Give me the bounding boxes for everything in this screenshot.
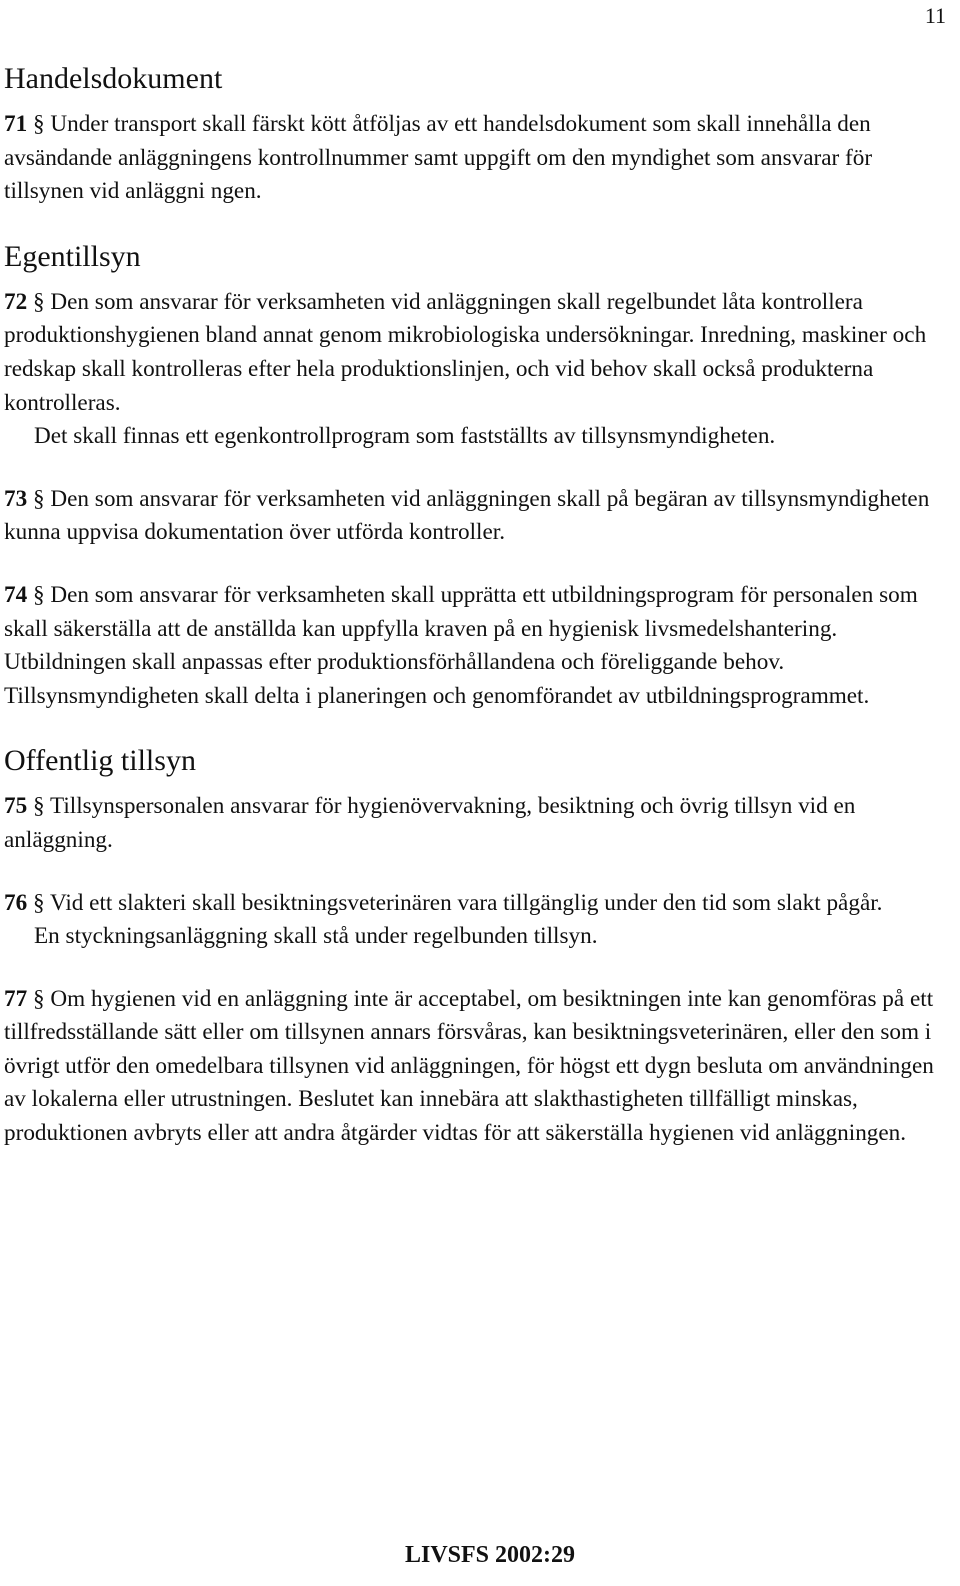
paragraph-77 — [4, 983, 944, 1151]
section-heading-egentillsyn: Egentillsyn — [4, 239, 141, 273]
paragraph-number: 73 — [4, 485, 28, 512]
paragraph-text: Om hygienen vid en anläggning inte är acceptabel, om besiktningen inte kan genomföras på ett tillfredsställande sätt eller om tillsynen annars försvåras, kan besiktningsveterinären, eller den som i övrigt utför den omedelbara tillsynen vid anläggningen, för högst ett dygn besluta om användningen av lokalerna eller utrustningen. Beslutet kan innebära att slakthastigheten tillfälligt minskas, produktionen avbryts eller att andra åtgärder vidtas för att säkerställa hygienen vid anläggningen. — [4, 985, 934, 1147]
paragraph-text: Den som ansvarar för verksamheten skall upprätta ett utbildningsprogram för personalen som skall säkerställa att de anställda kan uppfylla kraven på en hygienisk livsmedelshantering. Utbildningen skall anpassas efter produktionsförhållandena och föreliggande behov. Tillsynsmyndigheten skall delta i planeringen och genomförandet av utbildningsprogrammet. — [4, 581, 918, 709]
paragraph-text: Den som ansvarar för verksamheten vid anläggningen skall på begäran av tillsynsmyndigheten kunna uppvisa dokumentation över utförda kontroller. — [4, 485, 930, 546]
section-sign: § — [32, 581, 45, 608]
paragraph-72 — [4, 286, 944, 454]
paragraph-text: Vid ett slakteri skall besiktningsveterinären vara tillgänglig under den tid som slakt pågår. — [49, 889, 883, 916]
paragraph-continuation: Det skall finnas ett egenkontrollprogram som fastställts av tillsynsmyndigheten. — [34, 423, 776, 450]
paragraph-number: 76 — [4, 889, 28, 916]
paragraph-73 — [4, 483, 944, 550]
paragraph-number: 74 — [4, 581, 28, 608]
paragraph-number: 72 — [4, 288, 28, 315]
paragraph-71 — [4, 108, 944, 209]
section-heading-offentlig-tillsyn: Offentlig tillsyn — [4, 744, 196, 778]
section-sign: § — [32, 485, 45, 512]
paragraph-number: 71 — [4, 111, 28, 137]
page-number: 11 — [924, 3, 946, 28]
paragraph-text: Under transport skall färskt kött åtföljas av ett handelsdokument som skall innehålla den avsändande anläggningens kontrollnummer samt uppgift om den myndighet som ansvarar för tillsynen vid anläggni ngen. — [4, 111, 873, 205]
section-sign: § — [32, 288, 45, 315]
section-sign: § — [32, 889, 45, 916]
paragraph-number: 77 — [4, 985, 28, 1012]
document-body — [4, 60, 944, 1151]
section-heading-handelsdokument: Handelsdokument — [4, 62, 223, 95]
paragraph-74 — [4, 579, 944, 713]
section-sign: § — [32, 985, 45, 1012]
document-footer: LIVSFS 2002:29 — [404, 1542, 576, 1568]
paragraph-number: 75 — [4, 793, 28, 820]
paragraph-continuation: En styckningsanläggning skall stå under regelbunden tillsyn. — [34, 923, 598, 950]
section-sign: § — [32, 111, 45, 137]
paragraph-76 — [4, 887, 944, 954]
paragraph-75 — [4, 790, 944, 857]
paragraph-text: Den som ansvarar för verksamheten vid anläggningen skall regelbundet låta kontrollera produktionshygienen bland annat genom mikrobiologiska undersökningar. Inredning, maskiner och redskap skall kontrolleras efter hela produktionslinjen, och vid behov skall också produkterna kontrolleras. — [4, 288, 927, 416]
paragraph-text: Tillsynspersonalen ansvarar för hygienövervakning, besiktning och övrig tillsyn vid en anläggning. — [4, 793, 856, 853]
section-sign: § — [32, 793, 45, 820]
